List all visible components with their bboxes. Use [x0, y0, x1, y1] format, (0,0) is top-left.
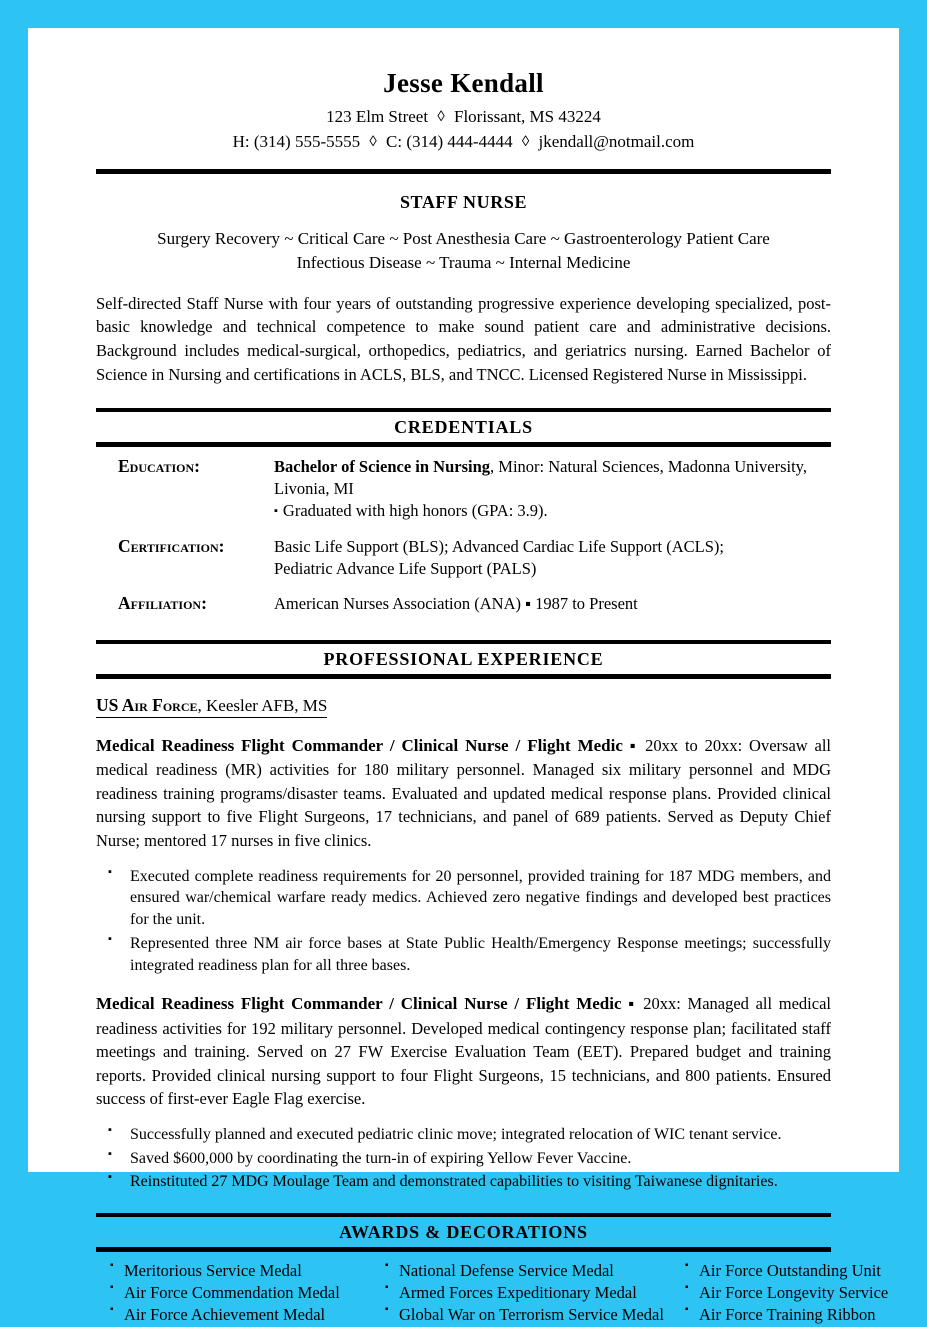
experience-section — [96, 640, 831, 1193]
awards-column-3 — [685, 1260, 888, 1326]
diamond-separator-icon: ◊ — [369, 133, 377, 150]
home-phone: H: (314) 555-5555 — [232, 131, 361, 151]
specialties-line-1: Surgery Recovery ~ Critical Care ~ Post Anesthesia Care ~ Gastroenterology Patient Care — [157, 228, 770, 248]
contact-line-phone — [96, 130, 831, 155]
job-entry — [96, 992, 831, 1193]
certification-line-1: Basic Life Support (BLS); Advanced Cardiac Life Support (ACLS); — [274, 536, 724, 556]
list-item: ▪ Global War on Terrorism Service Medal — [385, 1304, 685, 1326]
diamond-separator-icon: ◊ — [437, 109, 445, 126]
job-title: Medical Readiness Flight Commander / Clinical Nurse / Flight Medic — [96, 994, 622, 1014]
objective-block — [96, 192, 831, 276]
email-address: jkendall@notmail.com — [538, 131, 695, 151]
city-state-zip: Florissant, MS 43224 — [454, 107, 601, 127]
job-title: Medical Readiness Flight Commander / Clinical Nurse / Flight Medic — [96, 735, 623, 755]
specialties-line-2: Infectious Disease ~ Trauma ~ Internal Medicine — [296, 253, 631, 273]
employer-location: , Keesler AFB, MS — [197, 695, 328, 715]
job-entry — [96, 734, 831, 976]
table-row — [96, 593, 831, 628]
education-value — [274, 456, 831, 535]
employer-line — [96, 695, 327, 718]
degree-detail: , Minor: Natural Sciences, Madonna University, Livonia, MI — [274, 457, 807, 499]
list-item: ▪ Air Force Outstanding Unit — [685, 1260, 888, 1282]
list-item: ▪ Represented three NM air force bases at State Public Health/Emergency Response meetings; successfully integrated readiness plan for all three bases. — [96, 933, 831, 977]
square-bullet-icon: ▪ — [274, 505, 278, 518]
certification-value — [274, 536, 831, 593]
diamond-separator-icon: ◊ — [521, 133, 530, 150]
list-item: ▪ Successfully planned and executed pediatric clinic move; integrated relocation of WIC tenant service. — [96, 1124, 831, 1146]
list-item: ▪ National Defense Service Medal — [385, 1260, 685, 1282]
list-item: ▪ Meritorious Service Medal — [110, 1260, 385, 1282]
header-divider-rule — [96, 169, 831, 174]
list-item: ▪ Saved $600,000 by coordinating the turn-in of expiring Yellow Fever Vaccine. — [96, 1148, 831, 1170]
list-item: ▪ Air Force Commendation Medal — [110, 1282, 385, 1304]
street-address: 123 Elm Street — [326, 107, 429, 127]
degree-name: Bachelor of Science in Nursing — [274, 457, 491, 477]
certification-line-2: Pediatric Advance Life Support (PALS) — [274, 558, 537, 578]
awards-column-1 — [110, 1260, 385, 1326]
awards-grid — [96, 1260, 889, 1326]
job-achievements-list — [96, 866, 831, 977]
contact-line-address — [96, 105, 831, 130]
professional-summary: Self-directed Staff Nurse with four years of outstanding progressive experience developing specialized, post-basic knowledge and technical competence to make sound patient care and administrative decisions. Background includes medical-surgical, orthopedics, pediatrics, and geriatrics nursing. Earned Bachelor of Science in Nursing and certifications in ACLS, BLS, and TNCC. Licensed Registered Nurse in Mississippi. — [96, 293, 831, 384]
credentials-section — [96, 408, 831, 628]
job-meta: ▪ 20xx to 20xx: Oversaw all medical readiness (MR) activities for 180 military personnel. Managed six military personnel and MDG readiness training programs/disaster teams. Evaluated and updated medical response plans. Provided clinical nursing support to five Flight Surgeons, 17 technicians, and panel of 689 patients. Served as Deputy Chief Nurse; mentored 17 nurses in five clinics. — [96, 735, 832, 850]
list-item: ▪ Reinstituted 27 MDG Moulage Team and demonstrated capabilities to visiting Taiwanese dignitaries. — [96, 1171, 831, 1193]
list-item: ▪ Air Force Training Ribbon — [685, 1304, 888, 1326]
table-row — [96, 456, 831, 535]
job-meta: ▪ 20xx: Managed all medical readiness activities for 192 military personnel. Developed medical contingency response plan; facilitated staff meetings and training. Served on 27 FW Exercise Evaluation Team (EET). Prepared budget and training reports. Provided clinical nursing support to four Flight Surgeons, 15 technicians, and 800 patients. Ensured success of first-ever Eagle Flag exercise. — [96, 994, 831, 1109]
target-job-title: STAFF NURSE — [399, 191, 528, 212]
section-rule-bottom — [96, 674, 831, 679]
education-label: Education: — [118, 456, 200, 477]
resume-header — [96, 68, 831, 155]
credentials-table — [96, 456, 831, 628]
table-row — [96, 536, 831, 593]
awards-heading: AWARDS & DECORATIONS — [339, 1222, 588, 1243]
experience-heading: PROFESSIONAL EXPERIENCE — [323, 648, 604, 669]
job-achievements-list — [96, 1124, 831, 1193]
credentials-heading: CREDENTIALS — [394, 417, 533, 438]
candidate-name: Jesse Kendall — [383, 68, 544, 98]
section-rule-bottom — [96, 442, 831, 447]
employer-name: US Air Force — [96, 694, 198, 715]
job-description — [96, 734, 831, 853]
cell-phone: C: (314) 444-4444 — [386, 131, 513, 151]
job-description — [96, 992, 831, 1111]
awards-column-2 — [385, 1260, 685, 1326]
affiliation-label: Affiliation: — [118, 592, 207, 613]
section-rule-bottom — [96, 1247, 831, 1252]
education-honors: Graduated with high honors (GPA: 3.9). — [282, 501, 548, 521]
affiliation-value: American Nurses Association (ANA) ▪ 1987 to Present — [274, 593, 638, 613]
certification-label: Certification: — [118, 535, 225, 556]
list-item: ▪ Air Force Achievement Medal — [110, 1304, 385, 1326]
list-item: ▪ Armed Forces Expeditionary Medal — [385, 1282, 685, 1304]
list-item: ▪ Air Force Longevity Service — [685, 1282, 888, 1304]
education-sub-bullet — [274, 500, 831, 522]
awards-section — [96, 1213, 889, 1326]
list-item: ▪ Executed complete readiness requirements for 20 personnel, provided training for 187 MDG members, and ensured war/chemical warfare ready medics. Achieved zero negative findings and developed best practices for the unit. — [96, 866, 831, 931]
resume-page — [28, 28, 899, 1325]
